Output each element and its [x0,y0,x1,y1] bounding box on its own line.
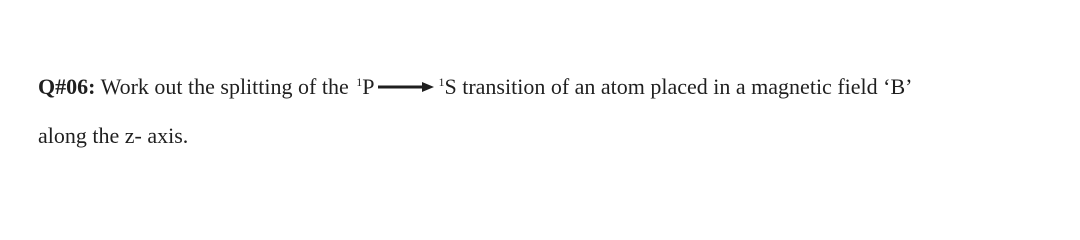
term2-superscript: 1 [438,75,445,89]
question-text-end: transition of an atom placed in a magnetic field ‘B’ [462,74,913,99]
question-block [38,58,1058,160]
term1-letter: P [362,74,375,99]
right-arrow-icon [378,81,434,93]
question-number: Q#06: [38,74,96,99]
term2-letter: S [444,74,457,99]
term1-superscript: 1 [356,75,363,89]
question-line-1 [38,58,1058,111]
question-line-2: along the z- axis. [38,123,189,148]
question-text-start: Work out the splitting of the [100,74,349,99]
